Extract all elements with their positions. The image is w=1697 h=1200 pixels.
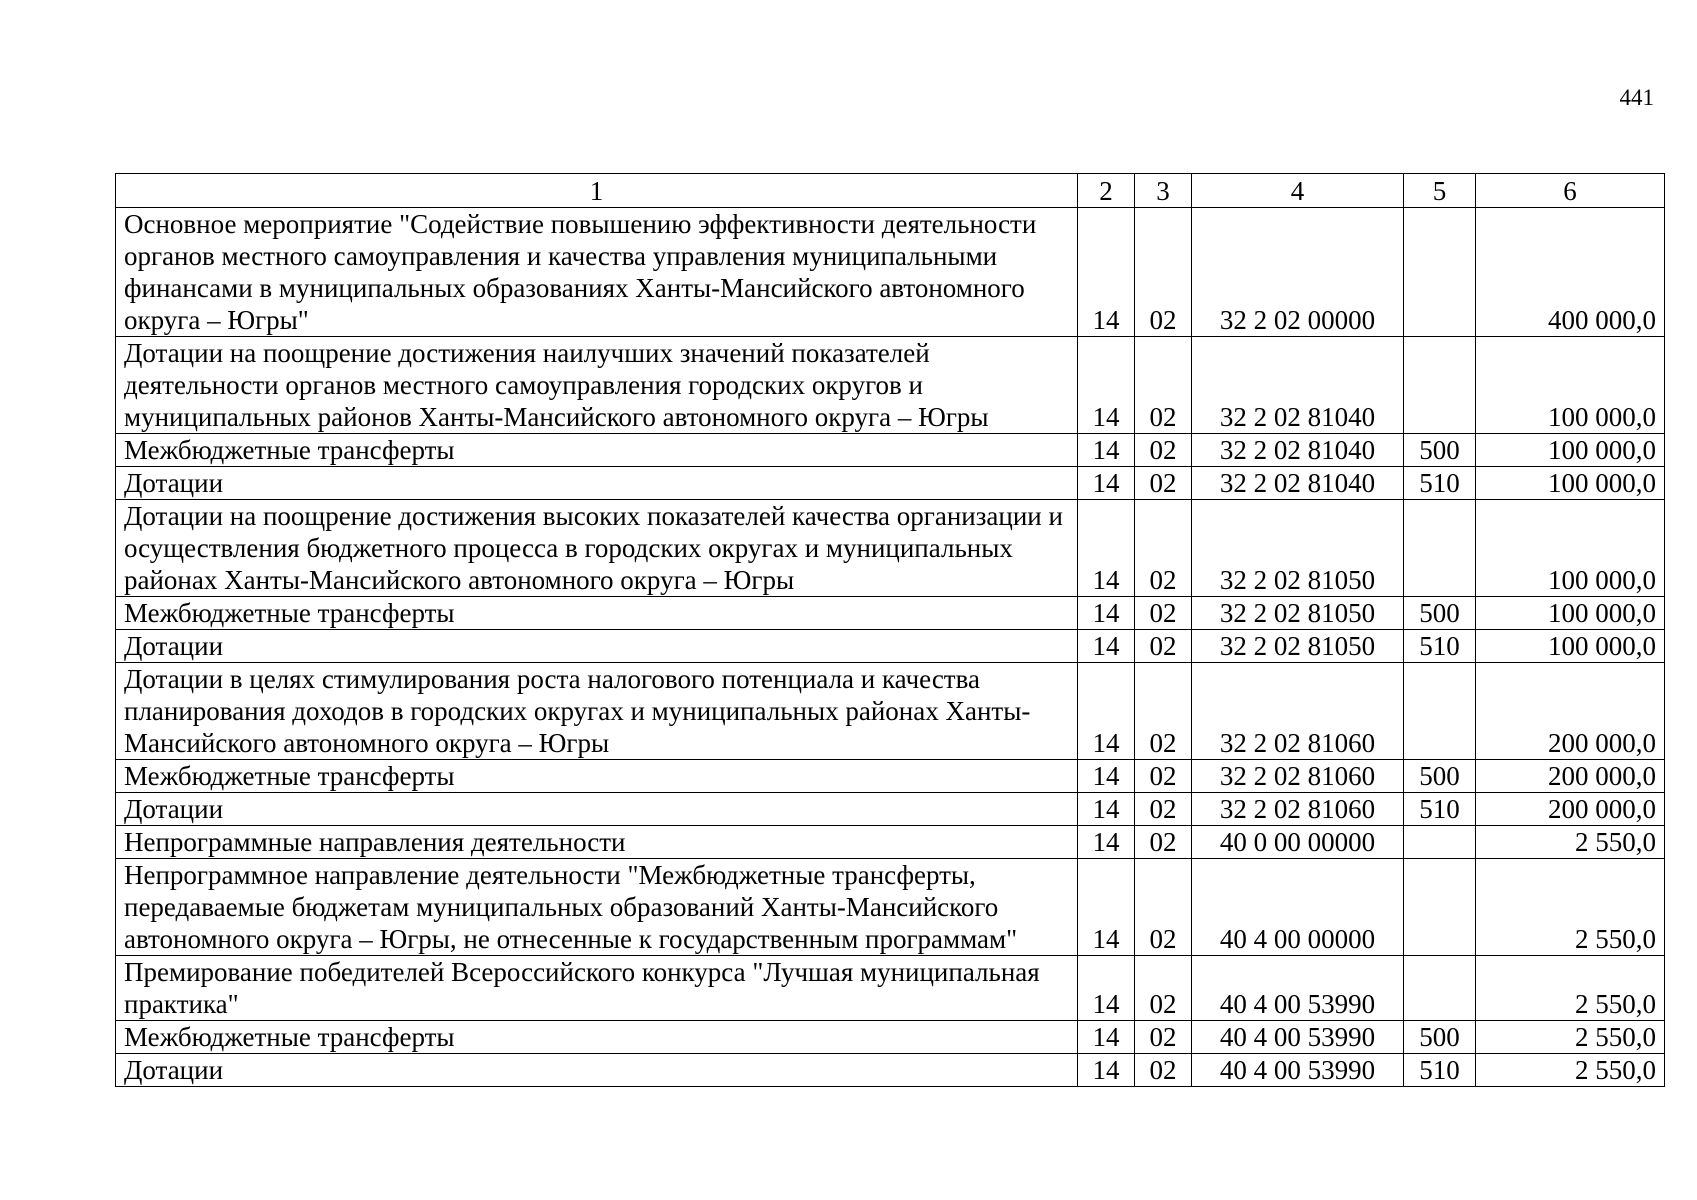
cell-section: 14: [1078, 663, 1135, 760]
cell-kind: 510: [1404, 467, 1476, 500]
header-col-kind: 5: [1404, 174, 1476, 208]
header-col-target: 4: [1192, 174, 1404, 208]
cell-kind: 500: [1404, 434, 1476, 467]
cell-subsection: 02: [1135, 859, 1192, 956]
cell-subsection: 02: [1135, 663, 1192, 760]
cell-subsection: 02: [1135, 630, 1192, 663]
cell-name: Дотации на поощрение достижения наилучших значений показателей деятельности органов местного самоуправления городских округов и муниципальных районов Ханты-Мансийского автономного округа – Югры: [116, 337, 1078, 434]
cell-kind: [1404, 663, 1476, 760]
page-number: 441: [1619, 85, 1654, 110]
cell-subsection: 02: [1135, 760, 1192, 793]
cell-name: Основное мероприятие "Содействие повышению эффективности деятельности органов местного самоуправления и качества управления муниципальными финансами в муниципальных образованиях Ханты-Мансийского автономного округа – Югры": [116, 208, 1078, 337]
cell-subsection: 02: [1135, 208, 1192, 337]
cell-amount: 200 000,0: [1476, 663, 1665, 760]
cell-name: Межбюджетные трансферты: [116, 760, 1078, 793]
cell-target: 40 4 00 53990: [1192, 1021, 1404, 1054]
table-row: [116, 434, 1665, 467]
cell-target: 32 2 02 81060: [1192, 760, 1404, 793]
table-row: [116, 663, 1665, 760]
cell-section: 14: [1078, 859, 1135, 956]
cell-kind: 510: [1404, 793, 1476, 826]
table-row: [116, 956, 1665, 1021]
cell-name: Межбюджетные трансферты: [116, 597, 1078, 630]
cell-amount: 2 550,0: [1476, 859, 1665, 956]
cell-subsection: 02: [1135, 1054, 1192, 1087]
cell-kind: [1404, 956, 1476, 1021]
table-body: [116, 208, 1665, 1087]
cell-name: Межбюджетные трансферты: [116, 1021, 1078, 1054]
cell-section: 14: [1078, 434, 1135, 467]
cell-subsection: 02: [1135, 597, 1192, 630]
header-col-name: 1: [116, 174, 1078, 208]
cell-amount: 100 000,0: [1476, 467, 1665, 500]
table-row: [116, 1021, 1665, 1054]
cell-section: 14: [1078, 500, 1135, 597]
cell-target: 32 2 02 81040: [1192, 337, 1404, 434]
cell-target: 32 2 02 81040: [1192, 434, 1404, 467]
table-row: [116, 630, 1665, 663]
budget-table: [115, 173, 1665, 1087]
cell-target: 40 4 00 00000: [1192, 859, 1404, 956]
table-row: [116, 500, 1665, 597]
cell-name: Дотации: [116, 1054, 1078, 1087]
cell-amount: 200 000,0: [1476, 760, 1665, 793]
cell-kind: [1404, 826, 1476, 859]
cell-amount: 2 550,0: [1476, 1021, 1665, 1054]
cell-subsection: 02: [1135, 434, 1192, 467]
cell-target: 32 2 02 00000: [1192, 208, 1404, 337]
cell-name: Дотации: [116, 467, 1078, 500]
cell-subsection: 02: [1135, 500, 1192, 597]
cell-amount: 2 550,0: [1476, 1054, 1665, 1087]
table-row: [116, 760, 1665, 793]
cell-kind: [1404, 500, 1476, 597]
cell-target: 32 2 02 81050: [1192, 630, 1404, 663]
cell-section: 14: [1078, 1021, 1135, 1054]
cell-section: 14: [1078, 208, 1135, 337]
cell-subsection: 02: [1135, 1021, 1192, 1054]
cell-section: 14: [1078, 760, 1135, 793]
cell-name: Непрограммные направления деятельности: [116, 826, 1078, 859]
cell-section: 14: [1078, 1054, 1135, 1087]
cell-target: 40 0 00 00000: [1192, 826, 1404, 859]
cell-kind: 500: [1404, 1021, 1476, 1054]
cell-section: 14: [1078, 467, 1135, 500]
header-col-subsection: 3: [1135, 174, 1192, 208]
cell-section: 14: [1078, 597, 1135, 630]
header-col-section: 2: [1078, 174, 1135, 208]
cell-amount: 400 000,0: [1476, 208, 1665, 337]
cell-target: 32 2 02 81050: [1192, 500, 1404, 597]
cell-amount: 100 000,0: [1476, 500, 1665, 597]
cell-amount: 100 000,0: [1476, 434, 1665, 467]
cell-name: Премирование победителей Всероссийского конкурса "Лучшая муниципальная практика": [116, 956, 1078, 1021]
cell-target: 32 2 02 81060: [1192, 663, 1404, 760]
cell-section: 14: [1078, 826, 1135, 859]
table-row: [116, 208, 1665, 337]
cell-target: 40 4 00 53990: [1192, 1054, 1404, 1087]
cell-subsection: 02: [1135, 793, 1192, 826]
cell-name: Дотации на поощрение достижения высоких показателей качества организации и осуществления бюджетного процесса в городских округах и муниципальных районах Ханты-Мансийского автономного округа – Югры: [116, 500, 1078, 597]
cell-kind: 510: [1404, 1054, 1476, 1087]
table-row: [116, 467, 1665, 500]
cell-name: Межбюджетные трансферты: [116, 434, 1078, 467]
cell-name: Непрограммное направление деятельности "Межбюджетные трансферты, передаваемые бюджетам муниципальных образований Ханты-Мансийского автономного округа – Югры, не отнесенные к государственным программам": [116, 859, 1078, 956]
cell-target: 32 2 02 81060: [1192, 793, 1404, 826]
cell-section: 14: [1078, 793, 1135, 826]
cell-amount: 2 550,0: [1476, 956, 1665, 1021]
cell-subsection: 02: [1135, 467, 1192, 500]
cell-section: 14: [1078, 337, 1135, 434]
header-col-amount: 6: [1476, 174, 1665, 208]
cell-subsection: 02: [1135, 337, 1192, 434]
cell-kind: 500: [1404, 760, 1476, 793]
cell-name: Дотации: [116, 793, 1078, 826]
cell-subsection: 02: [1135, 826, 1192, 859]
cell-amount: 100 000,0: [1476, 337, 1665, 434]
cell-amount: 2 550,0: [1476, 826, 1665, 859]
table-header-row: [116, 174, 1665, 208]
cell-kind: [1404, 208, 1476, 337]
cell-name: Дотации в целях стимулирования роста налогового потенциала и качества планирования доходов в городских округах и муниципальных районах Ханты-Мансийского автономного округа – Югры: [116, 663, 1078, 760]
cell-amount: 100 000,0: [1476, 597, 1665, 630]
table-row: [116, 337, 1665, 434]
table-row: [116, 793, 1665, 826]
cell-amount: 100 000,0: [1476, 630, 1665, 663]
table-row: [116, 597, 1665, 630]
cell-target: 32 2 02 81050: [1192, 597, 1404, 630]
table-row: [116, 859, 1665, 956]
cell-section: 14: [1078, 956, 1135, 1021]
cell-kind: [1404, 859, 1476, 956]
cell-name: Дотации: [116, 630, 1078, 663]
cell-subsection: 02: [1135, 956, 1192, 1021]
cell-kind: 500: [1404, 597, 1476, 630]
table-row: [116, 1054, 1665, 1087]
cell-amount: 200 000,0: [1476, 793, 1665, 826]
cell-kind: 510: [1404, 630, 1476, 663]
cell-kind: [1404, 337, 1476, 434]
cell-section: 14: [1078, 630, 1135, 663]
table-row: [116, 826, 1665, 859]
cell-target: 40 4 00 53990: [1192, 956, 1404, 1021]
cell-target: 32 2 02 81040: [1192, 467, 1404, 500]
